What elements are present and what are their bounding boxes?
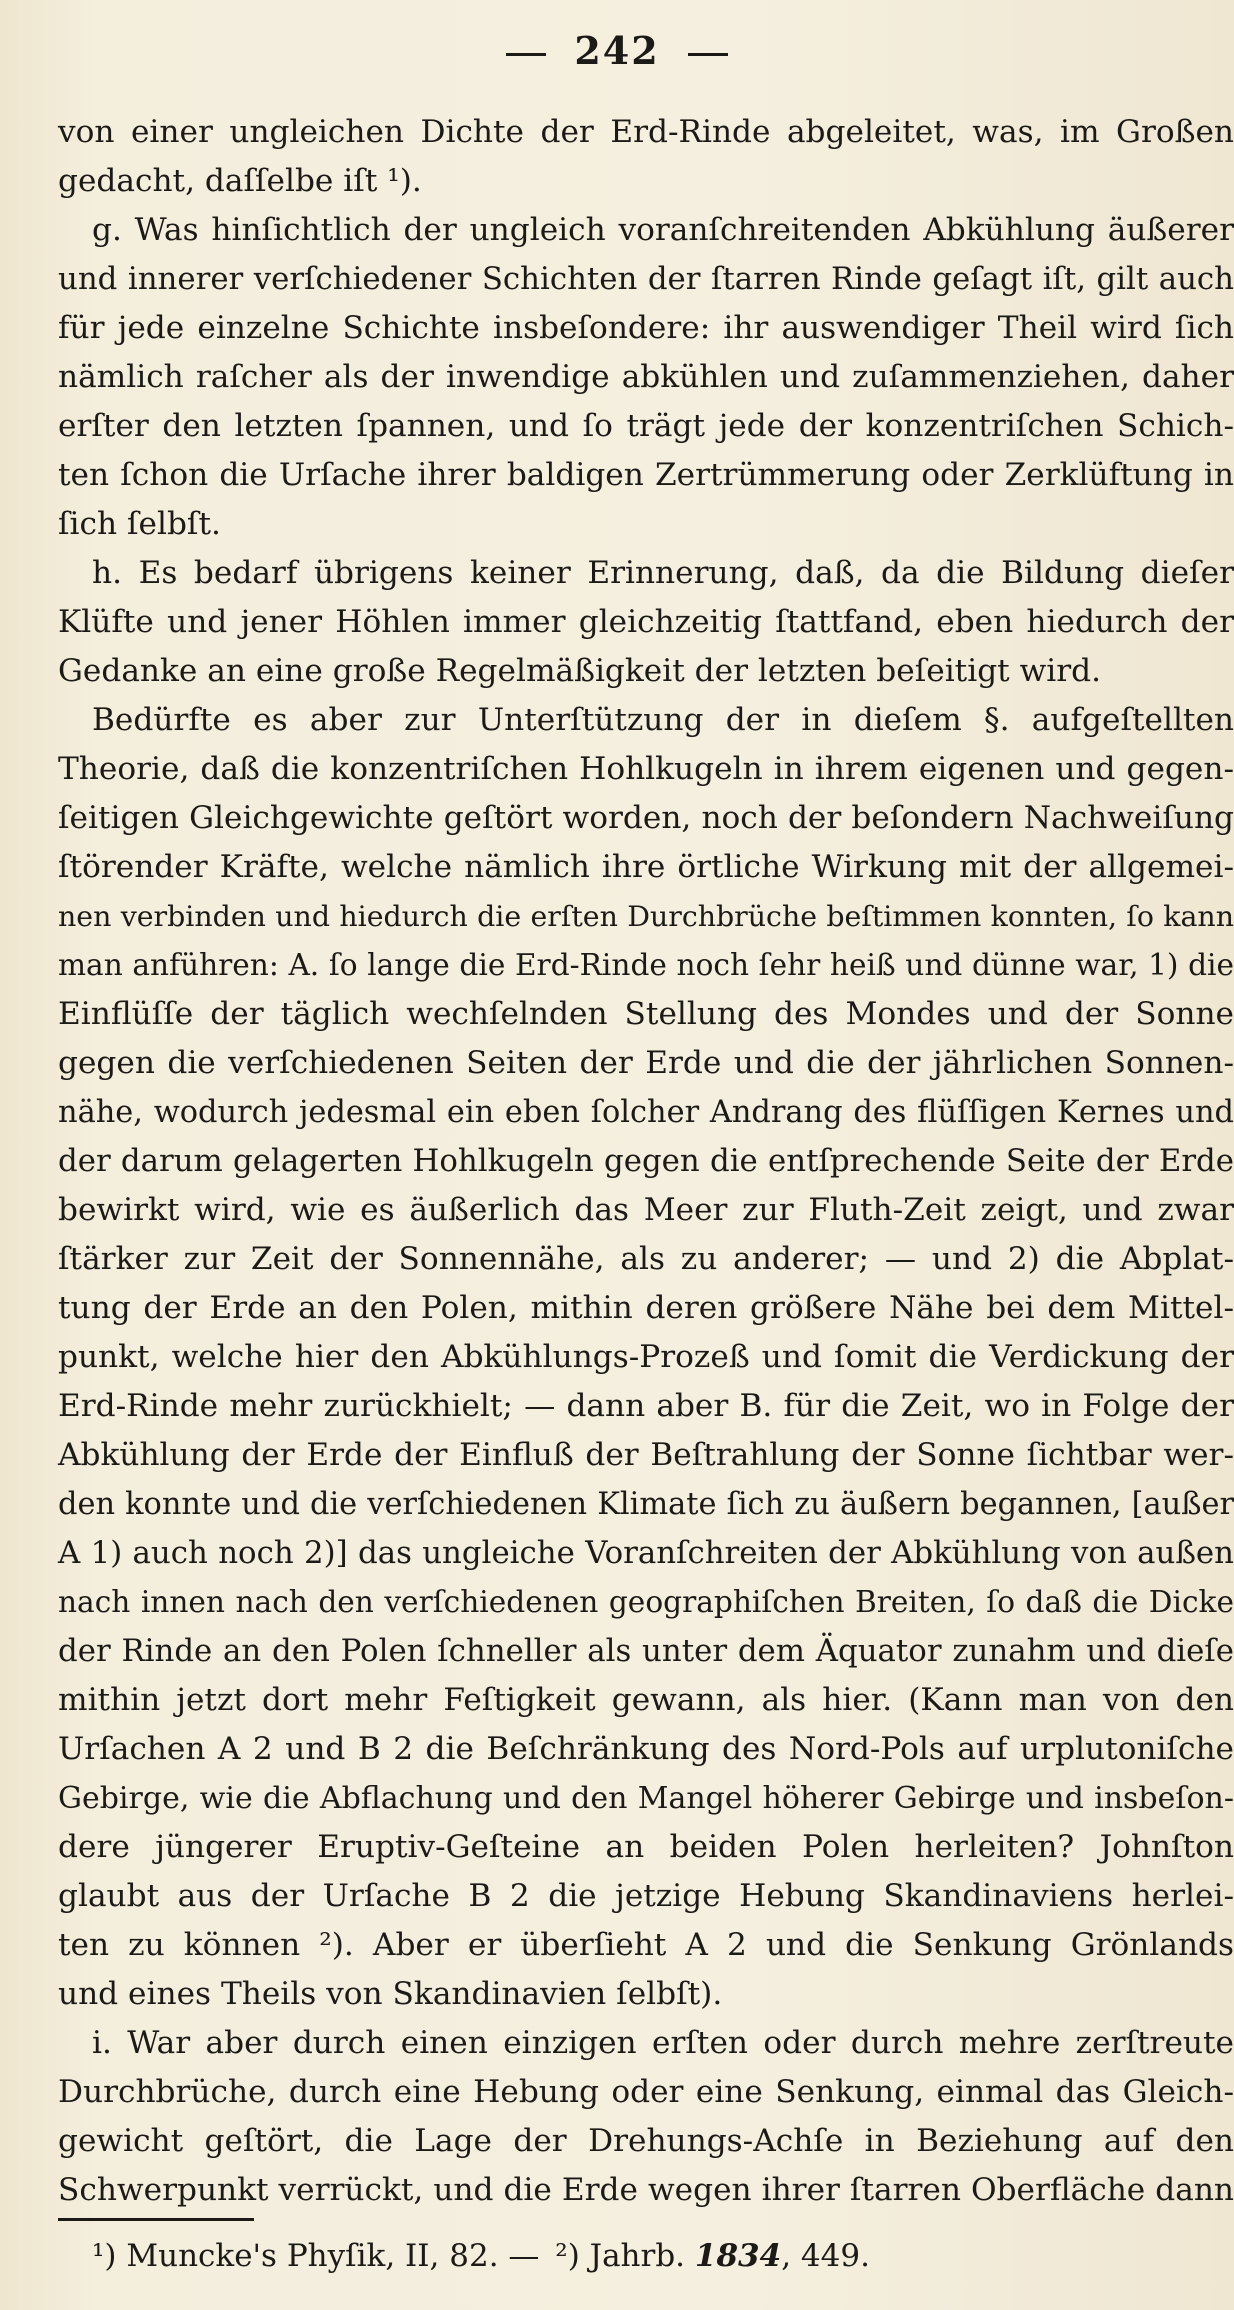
text-line: Einflüſſe der täglich wechſelnden Stellung des Mondes und der Sonne — [58, 996, 1234, 1032]
page-header — [0, 28, 1234, 73]
header-dash-right — [688, 53, 728, 56]
text-line: mithin jetzt dort mehr Feſtigkeit gewann, als hier. (Kann man von den — [58, 1682, 1234, 1718]
text-line: nach innen nach den verſchiedenen geographiſchen Breiten, ſo daß die Dicke — [58, 1585, 1234, 1619]
text-line: ten ſchon die Urſache ihrer baldigen Zertrümmerung oder Zerklüftung in — [58, 457, 1234, 493]
text-line: Bedürfte es aber zur Unterſtützung der in dieſem §. aufgeſtellten — [92, 702, 1234, 738]
text-line: ſtärker zur Zeit der Sonnennähe, als zu anderer; — und 2) die Abplat- — [58, 1241, 1234, 1277]
text-line: Durchbrüche, durch eine Hebung oder eine Senkung, einmal das Gleich- — [58, 2074, 1234, 2110]
page-body-text — [58, 108, 1234, 2215]
footnote-2-year: 1834 — [694, 2238, 782, 2274]
page-number: 242 — [574, 28, 660, 73]
text-line: bewirkt wird, wie es äußerlich das Meer zur Fluth-Zeit zeigt, und zwar — [58, 1192, 1234, 1228]
text-line: Abkühlung der Erde der Einfluß der Beſtrahlung der Sonne ſichtbar wer- — [58, 1437, 1234, 1473]
text-line: den konnte und die verſchiedenen Klimate ſich zu äußern begannen, [außer — [58, 1487, 1234, 1522]
text-line: i. War aber durch einen einzigen erſten oder durch mehre zerſtreute — [92, 2025, 1234, 2061]
text-line: von einer ungleichen Dichte der Erd-Rinde abgeleitet, was, im Großen — [58, 114, 1234, 150]
text-line: ſeitigen Gleichgewichte geſtört worden, noch der beſondern Nachweiſung — [58, 800, 1234, 836]
text-line: nen verbinden und hiedurch die erſten Durchbrüche beſtimmen konnten, ſo kann — [58, 900, 1234, 933]
text-line: der darum gelagerten Hohlkugeln gegen die entſprechende Seite der Erde — [58, 1143, 1234, 1179]
text-line: punkt, welche hier den Abkühlungs-Prozeß und ſomit die Verdickung der — [58, 1339, 1234, 1375]
text-line: tung der Erde an den Polen, mithin deren größere Nähe bei dem Mittel- — [58, 1290, 1234, 1326]
text-line: nämlich raſcher als der inwendige abkühlen und zuſammenziehen, daher — [58, 359, 1234, 395]
text-line: gewicht geſtört, die Lage der Drehungs-Achſe in Beziehung auf den — [58, 2123, 1234, 2159]
footnote-1: ¹) Muncke's Phyſik, II, 82. — — [92, 2238, 540, 2274]
text-line: erſter den letzten ſpannen, und ſo trägt jede der konzentriſchen Schich- — [58, 408, 1234, 444]
text-line: Gedanke an eine große Regelmäßigkeit der letzten beſeitigt wird. — [58, 653, 1102, 689]
text-line: ten zu können ²). Aber er überſieht A 2 und die Senkung Grönlands — [58, 1927, 1234, 1963]
text-line: g. Was hinſichtlich der ungleich voranſchreitenden Abkühlung äußerer — [92, 212, 1234, 248]
text-line: dere jüngerer Eruptiv-Geſteine an beiden Polen herleiten? Johnſton — [58, 1829, 1234, 1865]
text-line: h. Es bedarf übrigens keiner Erinnerung, daß, da die Bildung dieſer — [92, 555, 1234, 591]
text-line: Theorie, daß die konzentriſchen Hohlkugeln in ihrem eigenen und gegen- — [58, 751, 1234, 787]
text-line: Urſachen A 2 und B 2 die Beſchränkung des Nord-Pols auf urplutoniſche — [58, 1731, 1234, 1767]
text-line: man anführen: A. ſo lange die Erd-Rinde noch ſehr heiß und dünne war, 1) die — [58, 948, 1234, 982]
text-line: Gebirge, wie die Abflachung und den Mangel höherer Gebirge und insbeſon- — [58, 1781, 1234, 1816]
text-line: und eines Theils von Skandinavien ſelbſt). — [58, 1976, 723, 2012]
footnote-2-suffix: , 449. — [781, 2238, 870, 2274]
text-line: ſich ſelbſt. — [58, 506, 221, 542]
text-line: gegen die verſchiedenen Seiten der Erde und die der jährlichen Sonnen- — [58, 1045, 1234, 1081]
text-line: nähe, wodurch jedesmal ein eben ſolcher Andrang des flüſſigen Kernes und — [58, 1095, 1234, 1130]
text-line: Schwerpunkt verrückt, und die Erde wegen ihrer ſtarren Oberfläche dann — [58, 2172, 1234, 2208]
text-line: für jede einzelne Schichte insbeſondere: ihr auswendiger Theil wird ſich — [58, 310, 1234, 346]
text-line: Erd-Rinde mehr zurückhielt; — dann aber B. für die Zeit, wo in Folge der — [58, 1388, 1234, 1424]
text-line: ſtörender Kräfte, welche nämlich ihre örtliche Wirkung mit der allgemei- — [58, 849, 1234, 885]
footnote-2-prefix: ²) Jahrb. — [555, 2238, 686, 2274]
text-line: der Rinde an den Polen ſchneller als unter dem Äquator zunahm und dieſe — [58, 1633, 1234, 1669]
footnote-separator — [58, 2218, 254, 2221]
text-line: und innerer verſchiedener Schichten der ſtarren Rinde geſagt iſt, gilt auch — [58, 261, 1234, 297]
text-line: Klüfte und jener Höhlen immer gleichzeitig ſtattfand, eben hiedurch der — [58, 604, 1234, 640]
text-line: A 1) auch noch 2)] das ungleiche Voranſchreiten der Abkühlung von außen — [58, 1535, 1234, 1571]
footnotes — [92, 2232, 1192, 2280]
header-dash-left — [506, 53, 546, 56]
text-line: gedacht, daſſelbe iſt ¹). — [58, 163, 422, 199]
text-line: glaubt aus der Urſache B 2 die jetzige Hebung Skandinaviens herlei- — [58, 1878, 1234, 1914]
